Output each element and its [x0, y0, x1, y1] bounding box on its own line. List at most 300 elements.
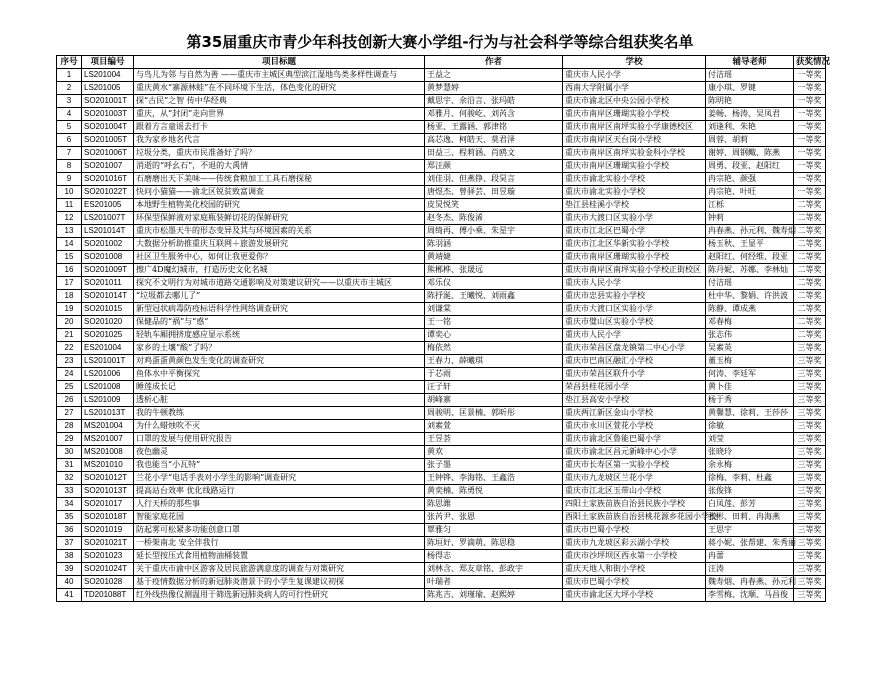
cell-school: 重庆市南岸区南坪实验小学康德校区	[563, 121, 706, 134]
cell-project-title: “垃圾都去哪儿了”	[134, 290, 425, 303]
cell-author: 皮炅悦笑	[425, 199, 563, 212]
cell-project-title: 关于重庆市渝中区游客及居民旅游满意度的调查与对策研究	[134, 563, 425, 576]
cell-award: 一等奖	[794, 147, 826, 160]
cell-award: 二等奖	[794, 225, 826, 238]
cell-project-title: 轻轨车厢拥挤度感应显示系统	[134, 329, 425, 342]
cell-project-id: SO201024T	[82, 563, 134, 576]
cell-author: 梅依然	[425, 342, 563, 355]
cell-project-id: SO201009T	[82, 264, 134, 277]
table-row	[57, 264, 826, 277]
cell-project-id: SO201028	[82, 576, 134, 589]
cell-award: 三等奖	[794, 355, 826, 368]
cell-award: 一等奖	[794, 82, 826, 95]
cell-teacher: 杜中华、黎娟、许洪波	[706, 290, 794, 303]
cell-project-title: 防起雾可松紧多功能创意口罩	[134, 524, 425, 537]
table-row	[57, 511, 826, 524]
cell-school: 重庆市江北区玉带山小学校	[563, 485, 706, 498]
cell-school: 四阳土家族苗族自治县民族小学校	[563, 498, 706, 511]
cell-project-title: 擦广4D魔幻城市，打造历史文化名城	[134, 264, 425, 277]
cell-project-title: 提高站台效率 优化线路运行	[134, 485, 425, 498]
cell-school: 重庆市渝北实验小学校	[563, 173, 706, 186]
cell-award: 三等奖	[794, 472, 826, 485]
table-row	[57, 199, 826, 212]
cell-award: 三等奖	[794, 433, 826, 446]
header-no: 序号	[57, 56, 82, 69]
cell-no: 10	[57, 186, 82, 199]
cell-award: 三等奖	[794, 368, 826, 381]
cell-author: 刘佳羽、但燕铮、段昊言	[425, 173, 563, 186]
cell-no: 38	[57, 550, 82, 563]
cell-school: 重庆市九龙坡区兰花小学	[563, 472, 706, 485]
header-id: 项目编号	[82, 56, 134, 69]
cell-no: 24	[57, 368, 82, 381]
cell-teacher: 周蓉、胡莉	[706, 134, 794, 147]
cell-author: 张子墨	[425, 459, 563, 472]
cell-project-title: 本地野生植物美化校园的研究	[134, 199, 425, 212]
cell-no: 31	[57, 459, 82, 472]
cell-school: 重庆市渝北区鲁能巴蜀小学	[563, 433, 706, 446]
cell-teacher: 周勇、段亚、赵阳红	[706, 160, 794, 173]
cell-school: 重庆市九龙坡区彩云湖小学校	[563, 537, 706, 550]
cell-author: 郑汪颜	[425, 160, 563, 173]
cell-award: 三等奖	[794, 524, 826, 537]
cell-author: 黄靖婕	[425, 251, 563, 264]
header-teacher: 辅导老师	[706, 56, 794, 69]
cell-school: 重庆市南岸区珊瑚实验小学校	[563, 160, 706, 173]
cell-award: 三等奖	[794, 446, 826, 459]
table-row	[57, 121, 826, 134]
cell-award: 三等奖	[794, 394, 826, 407]
cell-project-title: 重庆黄水“寨源林蛙”在不同环境下生活，体色变化的研究	[134, 82, 425, 95]
cell-author: 王昱荟	[425, 433, 563, 446]
cell-teacher: 陈静、谭成燕	[706, 303, 794, 316]
cell-author: 周骏明、匡景楠、郭昕彤	[425, 407, 563, 420]
cell-project-title: 我为家乡地名代言	[134, 134, 425, 147]
cell-teacher: 李雪梅、沈顺、马昌俊	[706, 589, 794, 602]
cell-award: 二等奖	[794, 212, 826, 225]
cell-teacher: 张俊锋	[706, 485, 794, 498]
cell-award: 二等奖	[794, 264, 826, 277]
cell-school: 重庆市巴南区融汇小学校	[563, 355, 706, 368]
cell-award: 二等奖	[794, 316, 826, 329]
cell-author: 田益三、程莉涵、肖鸥文	[425, 147, 563, 160]
table-row	[57, 134, 826, 147]
cell-teacher: 汪涛	[706, 563, 794, 576]
cell-project-id: SO201022T	[82, 186, 134, 199]
cell-project-title: 环保型保鲜液对家庭瓶装鲜切花的保鲜研究	[134, 212, 425, 225]
cell-author: 谭奕心	[425, 329, 563, 342]
cell-author: 覃雅匀	[425, 524, 563, 537]
cell-school: 垫江县桂溪小学校	[563, 199, 706, 212]
cell-author: 陈思潍	[425, 498, 563, 511]
cell-no: 27	[57, 407, 82, 420]
cell-project-id: SO201007	[82, 160, 134, 173]
cell-author: 刘素萱	[425, 420, 563, 433]
table-row	[57, 550, 826, 563]
cell-project-title: 夜色幽灵	[134, 446, 425, 459]
cell-teacher: 魏寿烟、冉春燕、孙元利	[706, 576, 794, 589]
cell-teacher: 董玉梅	[706, 355, 794, 368]
table-row	[57, 147, 826, 160]
table-row	[57, 420, 826, 433]
cell-project-id: SO201014T	[82, 290, 134, 303]
cell-teacher: 蒋小妮、张帮建、朱秀丽	[706, 537, 794, 550]
cell-no: 41	[57, 589, 82, 602]
cell-award: 三等奖	[794, 511, 826, 524]
cell-project-id: TD201088T	[82, 589, 134, 602]
table-row	[57, 537, 826, 550]
cell-school: 重庆市璧山区实验小学校	[563, 316, 706, 329]
cell-project-title: 人行天桥的那些事	[134, 498, 425, 511]
cell-author: 陈抒涎、王曦悦、刘雨鑫	[425, 290, 563, 303]
cell-project-title: 探“古民”之智 传中华经典	[134, 95, 425, 108]
cell-no: 23	[57, 355, 82, 368]
cell-no: 25	[57, 381, 82, 394]
cell-no: 5	[57, 121, 82, 134]
header-author: 作者	[425, 56, 563, 69]
cell-no: 14	[57, 238, 82, 251]
cell-project-title: 消逝的“呼幺石”，不退的大禹情	[134, 160, 425, 173]
cell-project-title: 家乡的土壤“酸”了吗？	[134, 342, 425, 355]
cell-school: 重庆两江新区金山小学校	[563, 407, 706, 420]
cell-award: 二等奖	[794, 303, 826, 316]
cell-project-title: 新型冠状病毒防疫标语科学性网络调查研究	[134, 303, 425, 316]
cell-school: 重庆市长寿区第一实验小学校	[563, 459, 706, 472]
cell-award: 二等奖	[794, 199, 826, 212]
cell-teacher: 姜畅、杨涛、吴凤君	[706, 108, 794, 121]
cell-school: 重庆市南岸区珊瑚实验小学校	[563, 108, 706, 121]
table-row	[57, 498, 826, 511]
cell-teacher: 刘莹	[706, 433, 794, 446]
cell-author: 王益之	[425, 69, 563, 82]
cell-project-title: 与鸟儿为邻 与自然为善 ——重庆市主城区典型滨江湿地鸟类多样性调查与	[134, 69, 425, 82]
cell-project-title: 兰花小学“电话手表对小学生的影响”调查研究	[134, 472, 425, 485]
cell-teacher: 张志伟	[706, 329, 794, 342]
cell-project-id: SO201013T	[82, 485, 134, 498]
cell-author: 叶瑞者	[425, 576, 563, 589]
table-row	[57, 316, 826, 329]
cell-award: 三等奖	[794, 381, 826, 394]
table-row	[57, 225, 826, 238]
cell-project-title: 石磨磨出天下美味——传统食粮加工工具石磨探秘	[134, 173, 425, 186]
cell-project-title: 我的牛顿教练	[134, 407, 425, 420]
table-row	[57, 290, 826, 303]
cell-award: 三等奖	[794, 576, 826, 589]
cell-school: 重庆市人民小学	[563, 277, 706, 290]
cell-award: 二等奖	[794, 277, 826, 290]
cell-project-id: SO201001T	[82, 95, 134, 108]
cell-project-id: SO201016T	[82, 173, 134, 186]
cell-school: 重庆市南岸区南坪实验金科小学校	[563, 147, 706, 160]
cell-teacher: 付洁瑶	[706, 277, 794, 290]
cell-no: 11	[57, 199, 82, 212]
cell-project-id: SO201025	[82, 329, 134, 342]
page-title: 第35届重庆市青少年科技创新大赛小学组-行为与社会科学等综合组获奖名单	[186, 33, 694, 51]
cell-award: 一等奖	[794, 173, 826, 186]
cell-author: 赵冬杰、陈俊浠	[425, 212, 563, 225]
table-row	[57, 212, 826, 225]
cell-project-id: LS201014T	[82, 225, 134, 238]
cell-award: 三等奖	[794, 550, 826, 563]
cell-author: 唐煜杰、曾驿芸、田昱璇	[425, 186, 563, 199]
cell-no: 29	[57, 433, 82, 446]
cell-author: 戴思宇、余沿言、张玛皓	[425, 95, 563, 108]
cell-project-title: 我也能当“小瓦特”	[134, 459, 425, 472]
cell-project-id: SO201015	[82, 303, 134, 316]
cell-teacher: 王思宇	[706, 524, 794, 537]
cell-project-title: 智能家庭花园	[134, 511, 425, 524]
cell-author: 黄梦慧婷	[425, 82, 563, 95]
cell-no: 20	[57, 316, 82, 329]
cell-no: 28	[57, 420, 82, 433]
cell-project-title: 鱼体水中平衡探究	[134, 368, 425, 381]
cell-project-id: MS201004	[82, 420, 134, 433]
table-row	[57, 472, 826, 485]
cell-school: 重庆市忠县实验小学校	[563, 290, 706, 303]
cell-author: 胡峰寨	[425, 394, 563, 407]
table-row	[57, 82, 826, 95]
cell-teacher: 冉宗艳、叶旺	[706, 186, 794, 199]
cell-project-id: ES201005	[82, 199, 134, 212]
cell-teacher: 冉宗艳、颜强	[706, 173, 794, 186]
cell-project-title: 大数据分析助推重庆互联网＋旅游发展研究	[134, 238, 425, 251]
cell-teacher: 钟莉	[706, 212, 794, 225]
cell-award: 三等奖	[794, 459, 826, 472]
cell-project-id: ES201004	[82, 342, 134, 355]
cell-teacher: 付洁瑶	[706, 69, 794, 82]
cell-school: 重庆市大渡口区实验小学	[563, 212, 706, 225]
cell-project-id: LS201008	[82, 381, 134, 394]
cell-project-id: SO201003T	[82, 108, 134, 121]
cell-school: 荣昌县桂花园小学	[563, 381, 706, 394]
cell-teacher: 何涛、李廷军	[706, 368, 794, 381]
cell-author: 杨亚、王露涵、郭津铭	[425, 121, 563, 134]
cell-project-id: SO201002	[82, 238, 134, 251]
cell-no: 6	[57, 134, 82, 147]
table-row	[57, 277, 826, 290]
table-row	[57, 407, 826, 420]
cell-author: 刘林含、郑友章铭、彭政宇	[425, 563, 563, 576]
awards-table	[56, 55, 831, 602]
cell-author: 汪子轩	[425, 381, 563, 394]
cell-teacher: 陈明艳	[706, 95, 794, 108]
cell-author: 王春力、薛曦琪	[425, 355, 563, 368]
cell-author: 陈兆吉、刘瑾瑜、赵熙婷	[425, 589, 563, 602]
cell-teacher: 张彬、田莉、冉海燕	[706, 511, 794, 524]
cell-no: 34	[57, 498, 82, 511]
table-row	[57, 108, 826, 121]
cell-no: 4	[57, 108, 82, 121]
cell-project-title: 一桥架南北 安全伴我行	[134, 537, 425, 550]
cell-project-title: 重庆市松墨天牛的形态变异及其与环境因素的关系	[134, 225, 425, 238]
cell-project-id: LS201007T	[82, 212, 134, 225]
cell-award: 三等奖	[794, 485, 826, 498]
cell-teacher: 刘逢利、朱艳	[706, 121, 794, 134]
cell-author: 高芯逸、柯皓天、莫君泽	[425, 134, 563, 147]
cell-award: 一等奖	[794, 108, 826, 121]
cell-teacher: 冉春燕、孙元利、魏寿烟	[706, 225, 794, 238]
table-row	[57, 563, 826, 576]
cell-school: 重庆市大渡口区实验小学	[563, 303, 706, 316]
cell-school: 重庆市南岸区珊瑚实验小学校	[563, 251, 706, 264]
cell-author: 熊郴桦、张晟远	[425, 264, 563, 277]
table-row	[57, 173, 826, 186]
cell-project-id: LS201009	[82, 394, 134, 407]
table-row	[57, 303, 826, 316]
cell-teacher: 江栎	[706, 199, 794, 212]
cell-project-id: LS201001T	[82, 355, 134, 368]
table-row	[57, 69, 826, 82]
cell-project-id: SO201017	[82, 498, 134, 511]
table-row	[57, 589, 826, 602]
cell-author: 黄欢	[425, 446, 563, 459]
cell-award: 一等奖	[794, 160, 826, 173]
table-row	[57, 394, 826, 407]
cell-project-id: LS201005	[82, 82, 134, 95]
cell-project-title: 睡莲成长记	[134, 381, 425, 394]
cell-project-id: SO201012T	[82, 472, 134, 485]
cell-no: 39	[57, 563, 82, 576]
cell-no: 37	[57, 537, 82, 550]
cell-project-id: MS201007	[82, 433, 134, 446]
cell-no: 12	[57, 212, 82, 225]
table-row	[57, 381, 826, 394]
cell-project-title: 口罩的发展与使用研究报告	[134, 433, 425, 446]
cell-school: 重庆市江北区巴蜀小学	[563, 225, 706, 238]
cell-project-id: SO201018T	[82, 511, 134, 524]
table-row	[57, 368, 826, 381]
cell-project-title: 为什么蜡烛吹不灭	[134, 420, 425, 433]
cell-project-title: 红外线热像仪测温用于筛选新冠肺炎病人的可行性研究	[134, 589, 425, 602]
cell-no: 40	[57, 576, 82, 589]
cell-school: 重庆市人民小学	[563, 329, 706, 342]
table-row	[57, 342, 826, 355]
cell-award: 一等奖	[794, 95, 826, 108]
cell-school: 重庆市巴蜀小学校	[563, 576, 706, 589]
cell-project-title: 重庆，从“封闭”走向世界	[134, 108, 425, 121]
table-row	[57, 329, 826, 342]
cell-school: 西南大学附属小学	[563, 82, 706, 95]
cell-teacher: 邓春梅	[706, 316, 794, 329]
cell-no: 19	[57, 303, 82, 316]
header-title: 项目标题	[134, 56, 425, 69]
cell-teacher: 徐敏	[706, 420, 794, 433]
cell-no: 13	[57, 225, 82, 238]
table-row	[57, 485, 826, 498]
cell-teacher: 陈丹妮、苏娜、李林灿	[706, 264, 794, 277]
cell-project-id: SO201011	[82, 277, 134, 290]
cell-author: 邓雅月、何骏屹、刘芮含	[425, 108, 563, 121]
cell-no: 36	[57, 524, 82, 537]
cell-no: 30	[57, 446, 82, 459]
cell-author: 于芯雨	[425, 368, 563, 381]
cell-award: 一等奖	[794, 186, 826, 199]
cell-award: 三等奖	[794, 498, 826, 511]
cell-no: 18	[57, 290, 82, 303]
cell-teacher: 张晓玲	[706, 446, 794, 459]
cell-author: 陈羽涵	[425, 238, 563, 251]
cell-author: 王钟铧、李海铭、王鑫浩	[425, 472, 563, 485]
cell-project-id: SO201004T	[82, 121, 134, 134]
cell-teacher: 余永梅	[706, 459, 794, 472]
cell-award: 三等奖	[794, 342, 826, 355]
header-school: 学校	[563, 56, 706, 69]
cell-award: 二等奖	[794, 238, 826, 251]
cell-project-id: SO201008	[82, 251, 134, 264]
cell-project-id: MS201010	[82, 459, 134, 472]
cell-no: 21	[57, 329, 82, 342]
cell-author: 张芮尹、张恩	[425, 511, 563, 524]
cell-project-title: 对鸡蛋蛋黄颜色发生变化的调查研究	[134, 355, 425, 368]
cell-school: 重庆市渝北实验小学校	[563, 186, 706, 199]
cell-no: 32	[57, 472, 82, 485]
cell-school: 重庆市江北区华新实验小学校	[563, 238, 706, 251]
cell-school: 重庆市荣昌区盘龙镇第二中心小学	[563, 342, 706, 355]
table-row	[57, 524, 826, 537]
cell-no: 15	[57, 251, 82, 264]
table-row	[57, 576, 826, 589]
cell-award: 三等奖	[794, 537, 826, 550]
cell-award: 一等奖	[794, 134, 826, 147]
cell-school: 重庆市南岸区天台岗小学校	[563, 134, 706, 147]
cell-author: 王一铭	[425, 316, 563, 329]
cell-award: 三等奖	[794, 563, 826, 576]
cell-project-title: 垃圾分类，重庆市民准备好了吗？	[134, 147, 425, 160]
cell-teacher: 黄馨慧、徐莉、王莎莎	[706, 407, 794, 420]
cell-author: 黄奕楠、陈勇悦	[425, 485, 563, 498]
cell-school: 酉阳土家族苗族自治县桃花源乡花园小学校	[563, 511, 706, 524]
cell-award: 三等奖	[794, 420, 826, 433]
table-body	[57, 69, 826, 602]
cell-author: 刘谦棠	[425, 303, 563, 316]
cell-no: 35	[57, 511, 82, 524]
cell-project-id: SO201005T	[82, 134, 134, 147]
table-row	[57, 186, 826, 199]
cell-teacher: 白凤莲、彭芳	[706, 498, 794, 511]
cell-no: 1	[57, 69, 82, 82]
cell-project-title: 延长型按压式食用植物油桶装置	[134, 550, 425, 563]
table-row	[57, 95, 826, 108]
cell-teacher: 黄卜佳	[706, 381, 794, 394]
cell-no: 3	[57, 95, 82, 108]
cell-project-id: SO201020	[82, 316, 134, 329]
cell-award: 一等奖	[794, 69, 826, 82]
cell-school: 重庆市渝北区昌元新峰中心小学	[563, 446, 706, 459]
cell-project-id: SO201021T	[82, 537, 134, 550]
cell-school: 重庆市巴蜀小学校	[563, 524, 706, 537]
cell-project-id: LS201004	[82, 69, 134, 82]
cell-teacher: 谢婷、周钢鲰、陈燕	[706, 147, 794, 160]
cell-project-id: SO201006T	[82, 147, 134, 160]
cell-award: 一等奖	[794, 121, 826, 134]
cell-award: 三等奖	[794, 589, 826, 602]
cell-project-title: 跟着方言童谣去打卡	[134, 121, 425, 134]
cell-no: 2	[57, 82, 82, 95]
cell-project-title: 社区卫生服务中心，如何让我更爱你？	[134, 251, 425, 264]
cell-project-title: 透析心脏	[134, 394, 425, 407]
cell-teacher: 杨玉秋、王显平	[706, 238, 794, 251]
cell-school: 垫江县高安小学校	[563, 394, 706, 407]
cell-school: 重庆市荣昌区联升小学	[563, 368, 706, 381]
cell-no: 16	[57, 264, 82, 277]
cell-author: 陈垣好、罗滴萌、陈思稳	[425, 537, 563, 550]
table-row	[57, 355, 826, 368]
cell-school: 重庆市永川区萱花小学校	[563, 420, 706, 433]
cell-project-id: SO201023	[82, 550, 134, 563]
cell-teacher: 杨于秀	[706, 394, 794, 407]
header-award: 获奖情况	[794, 56, 826, 69]
cell-no: 7	[57, 147, 82, 160]
